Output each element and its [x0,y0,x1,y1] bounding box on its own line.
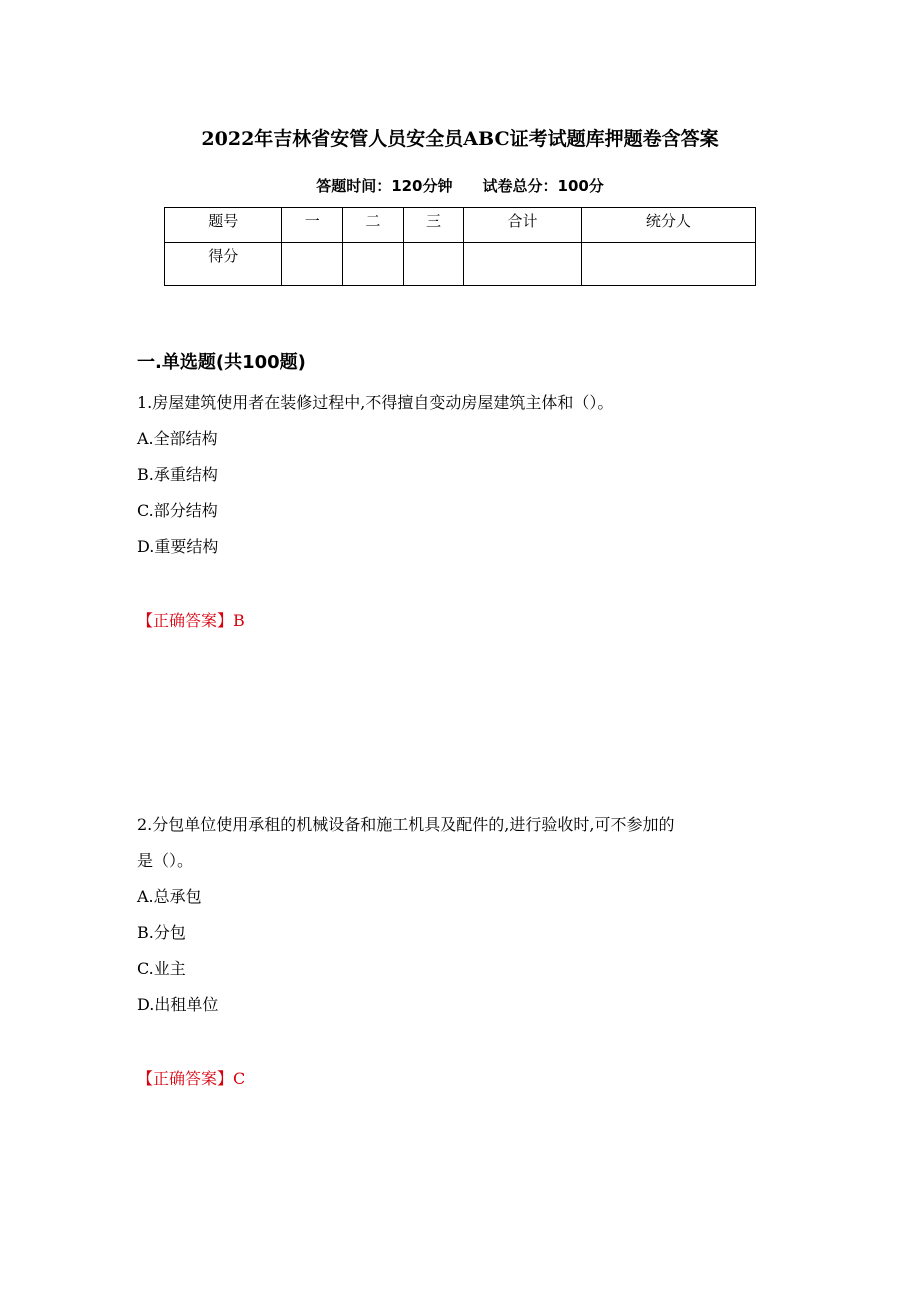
score-table-header-row [165,208,756,243]
score-table [164,207,756,286]
score-table-score-row [165,243,756,286]
exam-time: 答题时间：120分钟 [316,177,453,195]
option-a: A.全部结构 [137,429,218,448]
score-header-cell: 二 [343,208,404,243]
score-header-cell: 合计 [464,208,581,243]
option-c: C.部分结构 [137,501,218,520]
score-cell [581,243,755,286]
exam-total-score: 试卷总分：100分 [482,177,604,195]
score-cell [464,243,581,286]
option-b: B.分包 [137,923,186,942]
section-title: 一.单选题(共100题) [137,352,306,373]
option-c: C.业主 [137,959,186,978]
document-title: 2022年吉林省安管人员安全员ABC证考试题库押题卷含答案 [201,128,719,150]
question-1 [137,385,797,565]
question-stem-line-2: 是（）。 [137,851,194,870]
option-b: B.承重结构 [137,465,218,484]
score-header-cell: 统分人 [581,208,755,243]
option-d: D.出租单位 [137,995,219,1014]
score-cell [403,243,464,286]
score-header-cell: 三 [403,208,464,243]
exam-info [0,175,920,196]
score-row-label: 得分 [165,243,282,286]
option-a: A.总承包 [137,887,202,906]
correct-answer: 【正确答案】C [137,1069,246,1088]
correct-answer: 【正确答案】B [137,611,245,630]
option-d: D.重要结构 [137,537,219,556]
score-header-cell: 一 [282,208,343,243]
question-stem-line-1: 2.分包单位使用承租的机械设备和施工机具及配件的,进行验收时,可不参加的 [137,815,675,834]
question-stem: 1.房屋建筑使用者在装修过程中,不得擅自变动房屋建筑主体和（）。 [137,393,614,412]
score-header-cell: 题号 [165,208,282,243]
score-cell [343,243,404,286]
score-cell [282,243,343,286]
question-2 [137,807,797,1023]
